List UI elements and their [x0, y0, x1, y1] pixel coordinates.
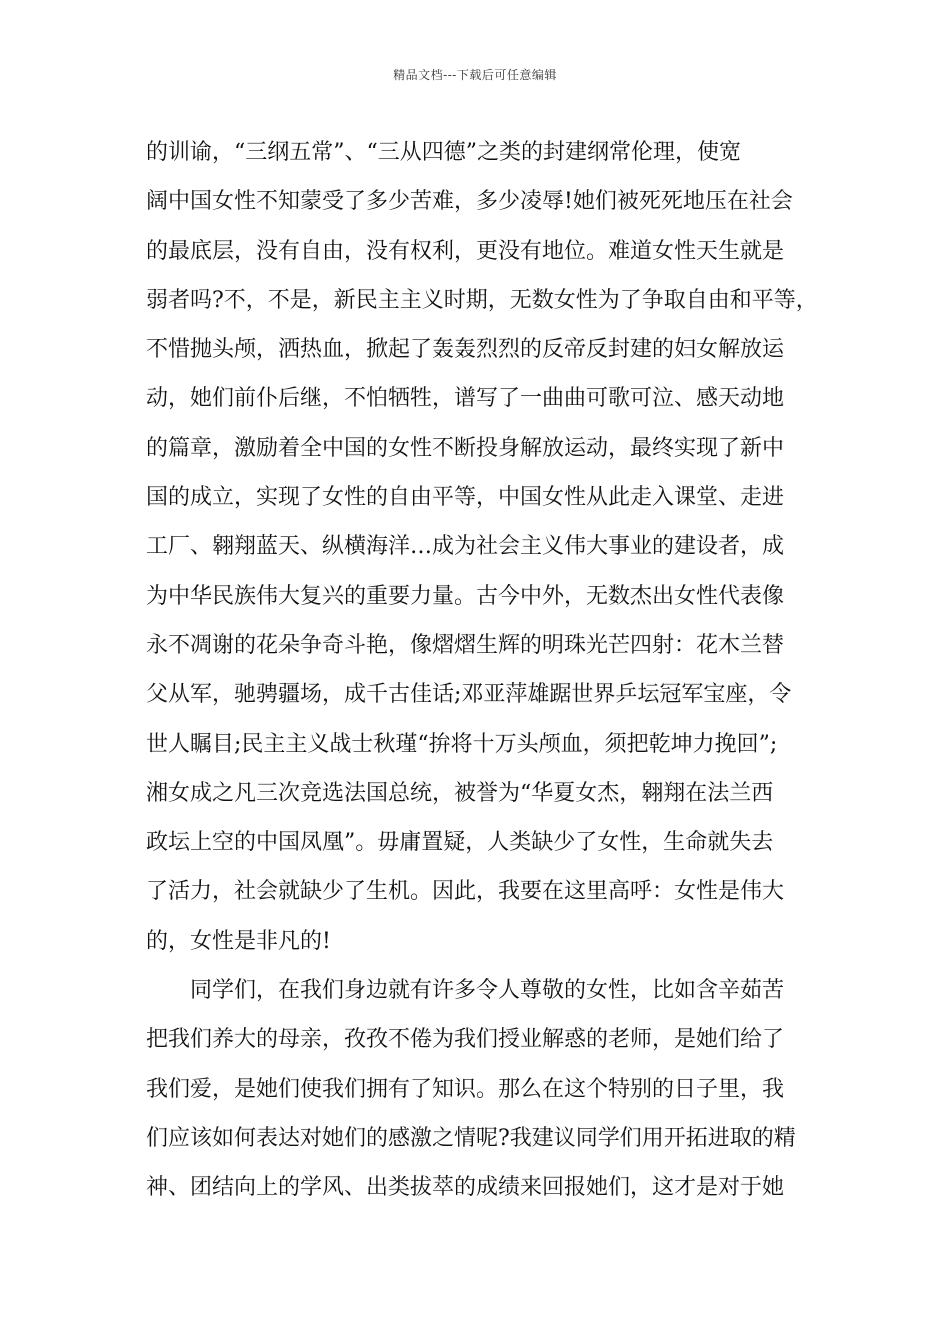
text-line: 同学们，在我们身边就有许多令人尊敬的女性，比如含辛茹苦: [190, 978, 785, 1004]
text-line: 的，女性是非凡的!: [146, 928, 331, 954]
text-line: 永不凋谢的花朵争奇斗艳，像熠熠生辉的明珠光芒四射：花木兰替: [146, 632, 785, 658]
text-line: 的篇章，激励着全中国的女性不断投身解放运动，最终实现了新中: [146, 435, 785, 461]
text-line: 的最底层，没有自由，没有权利，更没有地位。难道女性天生就是: [146, 238, 785, 264]
paragraph-2: [146, 966, 820, 1212]
text-line: 我们爱，是她们使我们拥有了知识。那么在这个特别的日子里，我: [146, 1076, 785, 1102]
text-line: 工厂、翱翔蓝天、纵横海洋…成为社会主义伟大事业的建设者，成: [146, 534, 785, 560]
text-line: 了活力，社会就缺少了生机。因此，我要在这里高呼：女性是伟大: [146, 879, 785, 905]
text-line: 不惜抛头颅，洒热血，掀起了轰轰烈烈的反帝反封建的妇女解放运: [146, 337, 785, 363]
text-line: 世人瞩目;民主主义战士秋瑾“拚将十万头颅血，须把乾坤力挽回”;: [146, 731, 778, 757]
text-line: 的训谕，“三纲五常”、“三从四德”之类的封建纲常伦理，使宽: [146, 140, 741, 165]
paragraph-1: [146, 128, 820, 966]
text-line: 动，她们前仆后继，不怕牺牲，谱写了一曲曲可歌可泣、感天动地: [146, 386, 785, 412]
text-line: 们应该如何表达对她们的感激之情呢?我建议同学们用开拓进取的精: [146, 1125, 796, 1151]
body-text: [146, 128, 820, 1213]
text-line: 把我们养大的母亲，孜孜不倦为我们授业解惑的老师，是她们给了: [146, 1027, 785, 1053]
text-line: 弱者吗?不，不是，新民主主义时期，无数女性为了争取自由和平等，: [146, 287, 818, 313]
text-line: 国的成立，实现了女性的自由平等，中国女性从此走入课堂、走进: [146, 485, 785, 511]
text-line: 阔中国女性不知蒙受了多少苦难，多少凌辱!她们被死死地压在社会: [146, 189, 793, 215]
text-line: 政坛上空的中国凤凰”。毋庸置疑，人类缺少了女性，生命就失去: [146, 830, 774, 856]
page-header: 精品文档---下载后可任意编辑: [393, 68, 557, 82]
text-line: 神、团结向上的学风、出类拔萃的成绩来回报她们，这才是对于她: [146, 1175, 785, 1201]
text-line: 为中华民族伟大复兴的重要力量。古今中外，无数杰出女性代表像: [146, 583, 785, 609]
text-line: 湘女成之凡三次竞选法国总统，被誉为“华夏女杰，翱翔在法兰西: [146, 780, 774, 806]
text-line: 父从军，驰骋疆场，成千古佳话;邓亚萍雄踞世界乒坛冠军宝座，令: [146, 682, 792, 708]
